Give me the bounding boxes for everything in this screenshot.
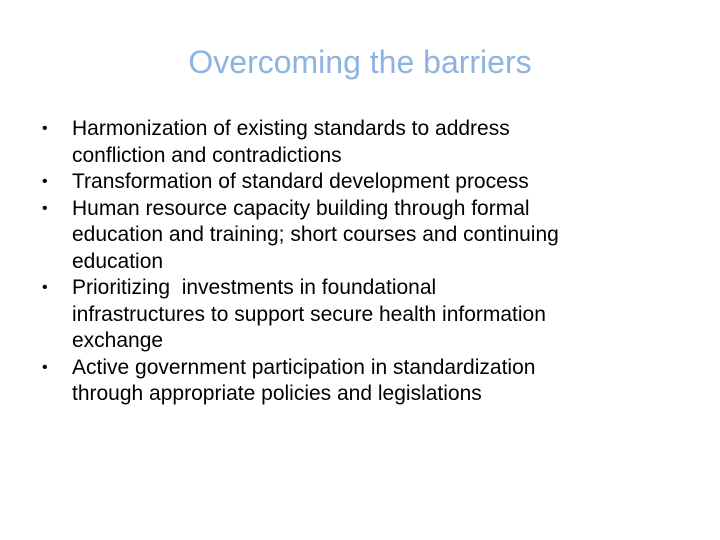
bullet-line: through appropriate policies and legislations [72,382,482,405]
bullet-line: education [72,249,164,273]
bullet-item-investments [42,275,682,355]
bullet-item-capacity-building [42,196,682,276]
bullet-item-harmonization [42,116,682,169]
bullet-item-government-participation [42,355,682,408]
bullet-line: exchange [72,329,164,352]
bullet-line: Prioritizing investments in foundational [72,276,437,299]
slide-title: Overcoming the barriers [188,44,532,80]
bullet-list [42,116,682,408]
bullet-line: Human resource capacity building through formal [72,196,530,220]
bullet-line: infrastructures to support secure health information [72,302,546,326]
bullet-marker: • [42,279,48,296]
bullet-marker: • [42,358,48,376]
bullet-line: confliction and contradictions [72,143,342,167]
bullet-item-transformation [42,169,682,196]
bullet-line: Transformation of standard development process [72,170,529,193]
bullet-marker: • [42,199,48,217]
bullet-marker: • [42,120,48,137]
bullet-line: education and training; short courses and continuing [72,223,559,246]
bullet-line: Active government participation in standardization [72,355,536,379]
bullet-marker: • [42,173,48,190]
bullet-line: Harmonization of existing standards to address [72,117,510,140]
